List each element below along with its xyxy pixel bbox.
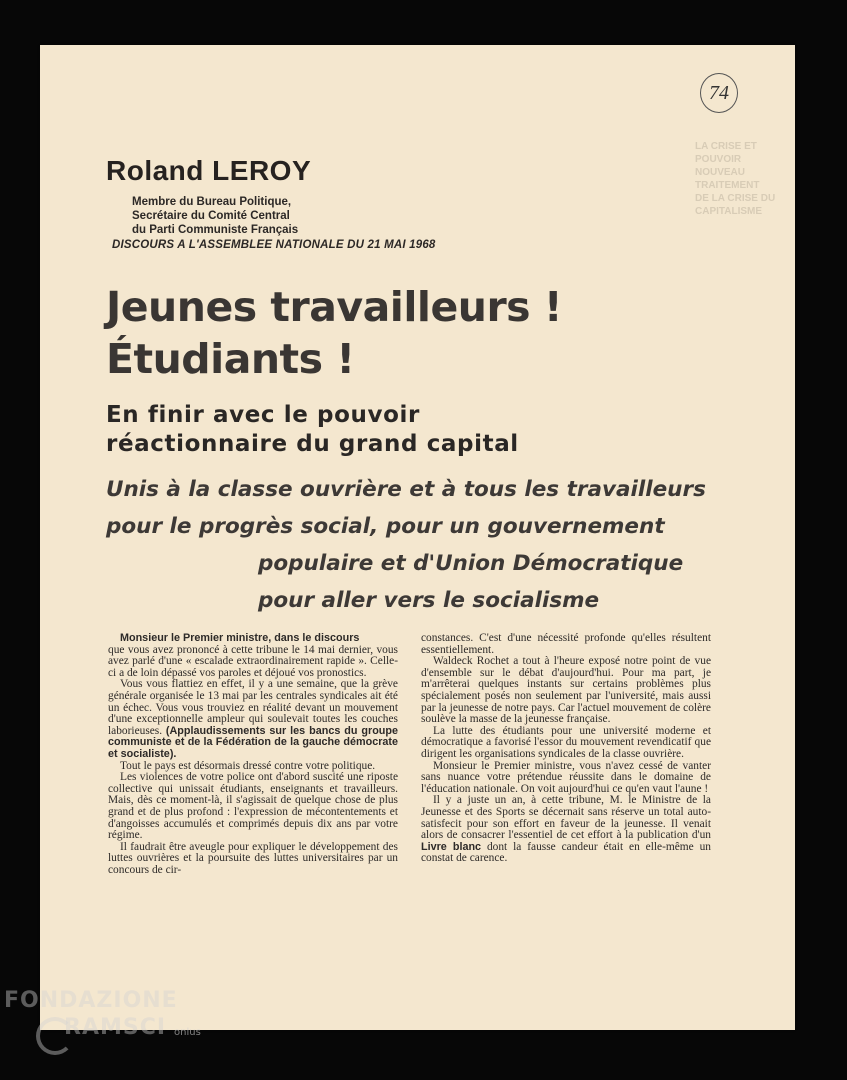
watermark-line: RAMSCI xyxy=(64,1015,167,1040)
paragraph xyxy=(108,633,398,645)
paragraph-text: dont la fausse candeur était en elle-même un constat de carence. xyxy=(421,840,712,865)
paragraph-lead: Monsieur le Premier ministre, dans le discours xyxy=(120,632,360,644)
author-role: Membre du Bureau Politique, xyxy=(132,196,292,208)
paragraph xyxy=(108,679,398,760)
paragraph: constances. C'est d'une nécessité profonde qu'elles résultent essentiellement. xyxy=(421,632,711,656)
body-column-right xyxy=(421,633,711,865)
paragraph: La lutte des étudiants pour une université moderne et démocratique a favorisé l'essor du mouvement revendicatif que dirigent les organisations syndicales de la classe ouvrière. xyxy=(421,724,711,760)
slogan-line: Unis à la classe ouvrière et à tous les travailleurs xyxy=(106,477,706,502)
paragraph xyxy=(421,795,711,865)
author-name: Roland LEROY xyxy=(106,155,312,186)
subheadline-line: En finir avec le pouvoir xyxy=(106,402,420,428)
speech-reference: DISCOURS A L'ASSEMBLEE NATIONALE DU 21 MAI 1968 xyxy=(112,239,436,251)
watermark-line: FONDAZIONE xyxy=(4,988,178,1013)
paragraph: Waldeck Rochet a tout à l'heure exposé notre point de vue d'ensemble sur le débat d'aujourd'hui. Pour ma part, je m'arrêterai quelques instants sur certains problèmes plus spécialement posés non seulement par l'université, mais aussi par la jeunesse de notre pays. Car l'actuel mouvement de colère soulève la masse de la jeunesse française. xyxy=(421,655,711,726)
leaflet-page xyxy=(40,45,795,1030)
watermark-suffix: onlus xyxy=(174,1027,201,1038)
author-role: du Parti Communiste Français xyxy=(132,224,299,236)
book-title: Livre blanc xyxy=(421,840,482,853)
archive-number-stamp: 74 xyxy=(700,73,738,113)
bleed-line: NOUVEAU TRAITEMENT xyxy=(695,167,760,191)
paragraph: Il faudrait être aveugle pour expliquer le développement des luttes ouvrières et la poursuite des luttes universitaires par un concours de cir- xyxy=(108,840,398,876)
bleed-through-text xyxy=(695,140,790,218)
subheadline-line: réactionnaire du grand capital xyxy=(106,431,519,457)
headline-line: Jeunes travailleurs ! xyxy=(106,283,563,331)
author-role: Secrétaire du Comité Central xyxy=(132,210,290,222)
paragraph-text: Vous vous flattiez en effet, il y a une semaine, que la grève générale organisée le 13 mai par les centrales syndicales ait été un échec. Vous vous trouviez en réalité devant un mouvement d'une exceptionnelle ampleur qui soulevait toutes les couches laborieuses. xyxy=(108,678,398,737)
headline-line: Étudiants ! xyxy=(106,335,355,383)
headline xyxy=(106,281,562,385)
archive-watermark xyxy=(4,988,201,1053)
paragraph: que vous avez prononcé à cette tribune le 14 mai dernier, vous avez parlé d'une « escalade extraordinairement rapide ». Celle-ci a de loin dépassé vos paroles et déjoué vos pronostics. xyxy=(108,643,398,679)
bleed-line: DE LA CRISE DU CAPITALISME xyxy=(695,193,776,217)
paragraph-text: Il y a juste un an, à cette tribune, M. le Ministre de la Jeunesse et des Sports se décernait sans réserve un total auto-satisfecit pour son effort en faveur de la jeunesse. Il venait alors de consacrer l'essentiel de cet effort à la publication d'un xyxy=(421,794,711,842)
slogan-line: populaire et d'Union Démocratique xyxy=(258,551,684,576)
slogan-line: pour aller vers le socialisme xyxy=(258,588,600,613)
slogan-line: pour le progrès social, pour un gouvernement xyxy=(106,514,665,539)
applause-note: (Applaudissements sur les bancs du groupe communiste et de la Fédération de la gauche démocrate et socialiste). xyxy=(108,724,398,760)
subheadline xyxy=(106,401,519,459)
paragraph: Tout le pays est désormais dressé contre votre politique. xyxy=(120,759,376,772)
body-column-left xyxy=(108,633,398,876)
author-roles xyxy=(132,195,298,237)
paragraph: Monsieur le Premier ministre, vous n'avez cessé de vanter sans nuance votre prétendue réussite dans le domaine de l'éducation nationale. On voit aujourd'hui ce qu'en vaut l'aune ! xyxy=(421,759,711,795)
bleed-line: LA CRISE ET POUVOIR xyxy=(695,141,757,165)
paragraph: Les violences de votre police ont d'abord suscité une riposte collective qui unissait étudiants, enseignants et travailleurs. Mais, dès ce moment-là, il s'agissait de quelque chose de plus grand et de plus profond : l'expression de mécontentements et d'angoisses accumulés et comprimés depuis dix ans par votre régime. xyxy=(108,771,398,842)
